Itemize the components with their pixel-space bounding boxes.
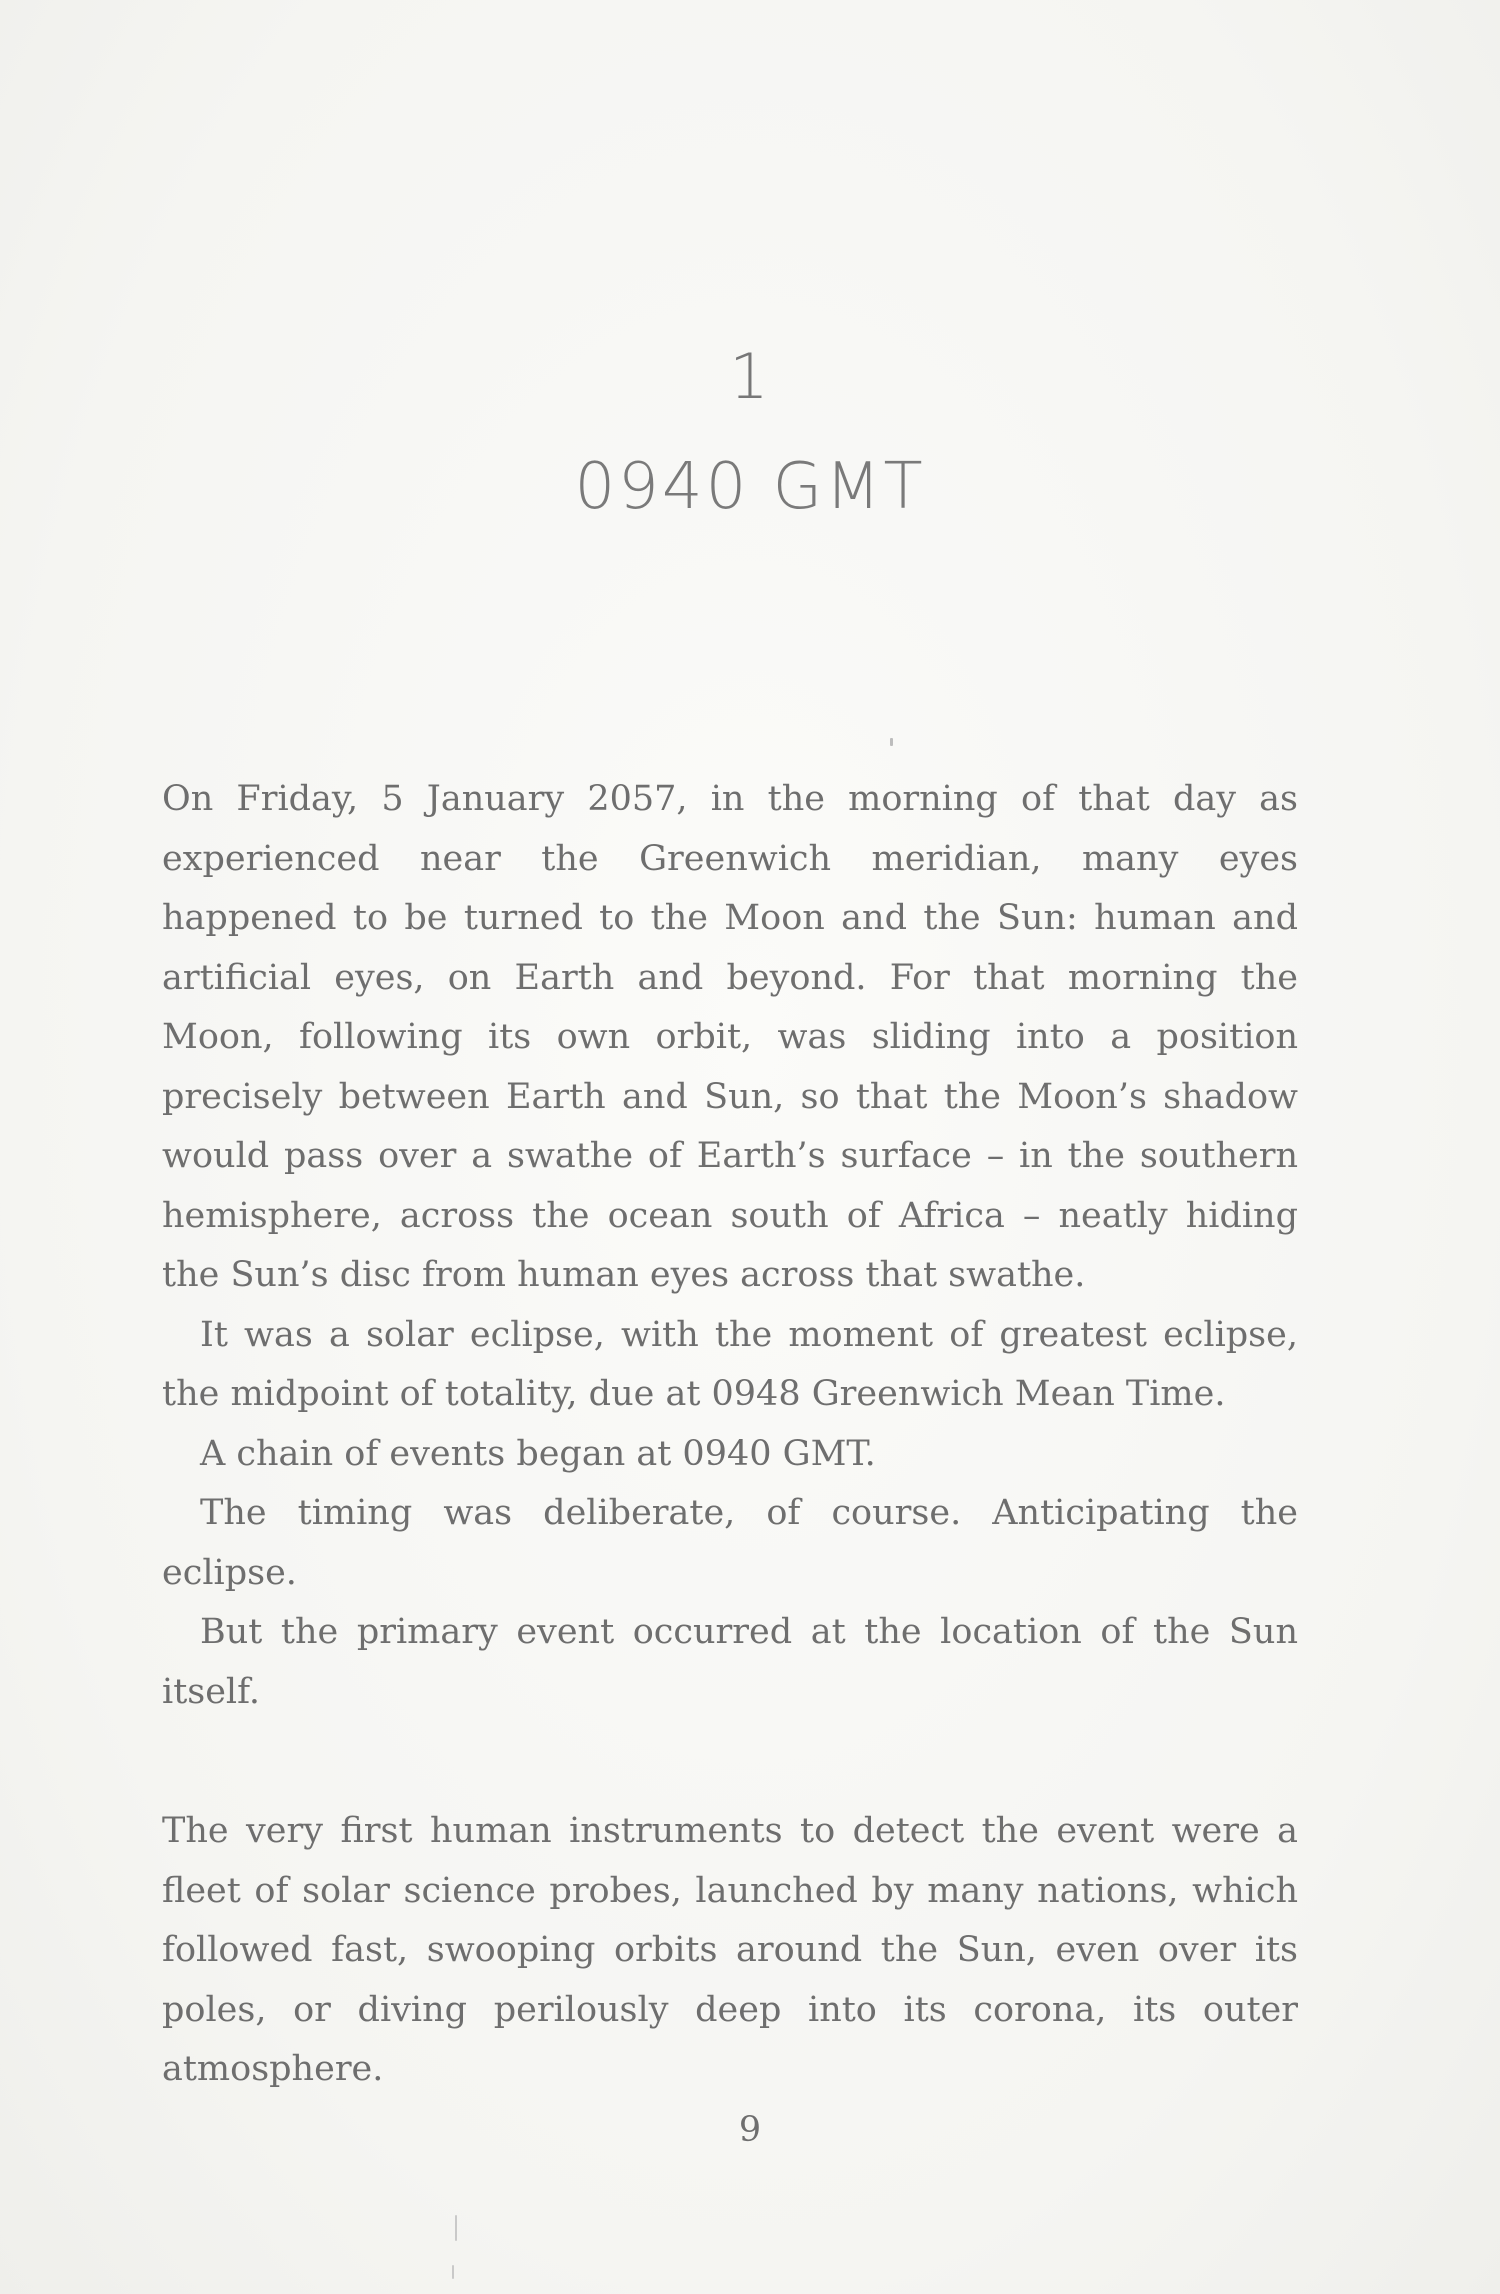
paragraph: The very first human instruments to detect the event were a fleet of solar science probes, launched by many nations, which followed fast, swooping orbits around the Sun, even over its poles, or diving perilously deep into its corona, its outer atmosphere. xyxy=(162,1811,1298,2089)
paragraph: It was a solar eclipse, with the moment of greatest eclipse, the midpoint of totality, due at 0948 Greenwich Mean Time. xyxy=(162,1314,1298,1414)
paragraph: But the primary event occurred at the location of the Sun itself. xyxy=(162,1612,1298,1712)
scan-speck xyxy=(890,738,893,746)
scan-speck xyxy=(452,2265,454,2279)
page-number: 9 xyxy=(738,2110,762,2150)
paragraph: On Friday, 5 January 2057, in the morning of that day as experienced near the Greenwich meridian, many eyes happened to be turned to the Moon and the Sun: human and artificial eyes, on Earth and beyond. For that morning the Moon, following its own orbit, was sliding into a position precisely between Earth and Sun, so that the Moon’s shadow would pass over a swathe of Earth’s surface – in the southern hemisphere, across the ocean south of Africa – neatly hiding the Sun’s disc from human eyes across that swathe. xyxy=(162,779,1298,1295)
chapter-body xyxy=(162,770,1298,2100)
chapter-number: 1 xyxy=(729,340,771,413)
paragraph: A chain of events began at 0940 GMT. xyxy=(200,1433,876,1474)
chapter-title: 0940 GMT xyxy=(574,450,926,524)
paragraph: The timing was deliberate, of course. Anticipating the eclipse. xyxy=(162,1493,1298,1593)
scan-speck xyxy=(455,2215,457,2241)
